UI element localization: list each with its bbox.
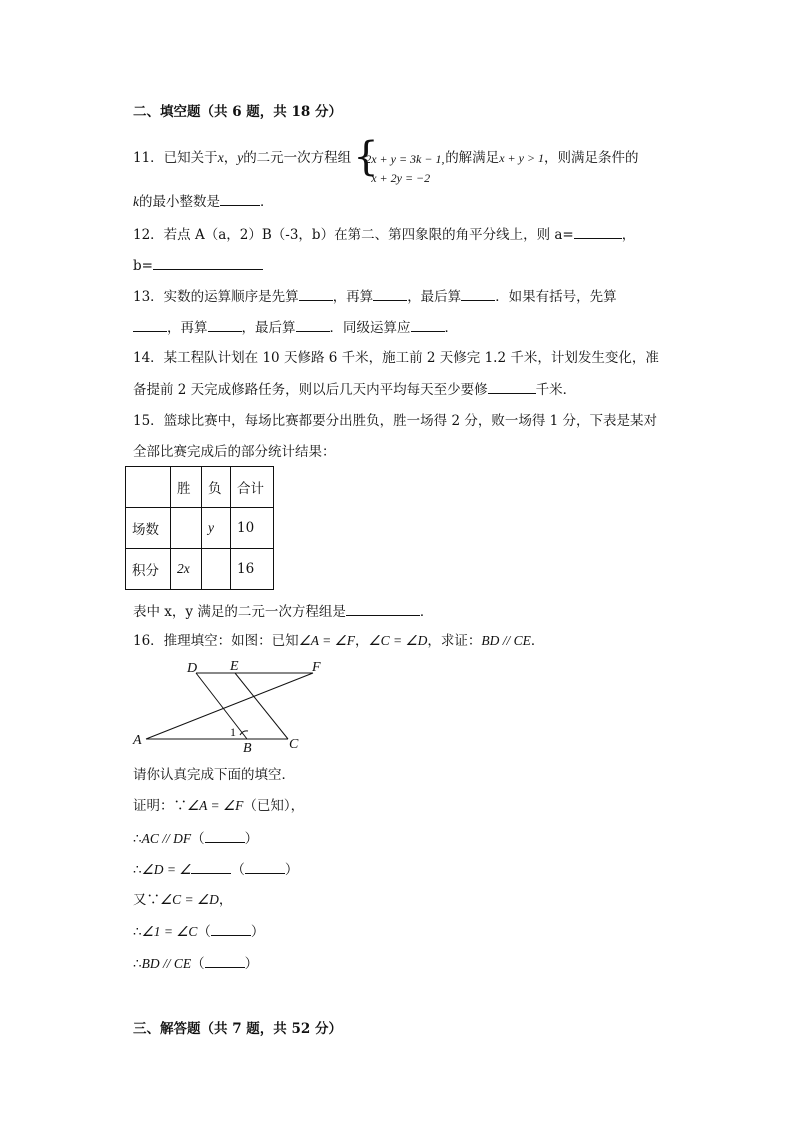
equation-2: x + 2y = −2 bbox=[371, 170, 431, 185]
q11-text-4: ，则满足条件的 bbox=[544, 150, 639, 166]
q11-sep: ， bbox=[223, 150, 238, 166]
q13-text-5: ，再算 bbox=[167, 320, 208, 336]
proof-angle-blank[interactable] bbox=[191, 860, 231, 874]
q11-condition: x + y > 1 bbox=[499, 151, 545, 165]
table-cell: 16 bbox=[231, 549, 274, 590]
proof-text: 又∵ bbox=[133, 892, 160, 908]
proof-text: ∴ bbox=[133, 956, 142, 972]
q11-end: ． bbox=[260, 194, 274, 210]
brace-icon: { bbox=[353, 133, 379, 180]
proof-step-5 bbox=[133, 922, 264, 941]
question-16 bbox=[133, 632, 544, 650]
q13-blank-7[interactable] bbox=[411, 318, 445, 332]
question-14: 14．某工程队计划在 10 天修路 6 千米，施工前 2 天修完 1.2 千米，计划发生变化，准 bbox=[133, 350, 659, 366]
label-angle-1: 1 bbox=[230, 725, 236, 739]
proof-reason-blank[interactable] bbox=[205, 954, 245, 968]
label-f: F bbox=[312, 660, 321, 675]
q12-text-2: ， bbox=[621, 227, 636, 243]
q13-end: ． bbox=[444, 320, 458, 336]
question-12-line-2 bbox=[133, 256, 263, 275]
table-header-cell: 负 bbox=[202, 467, 231, 508]
table-row bbox=[126, 549, 274, 590]
proof-step-1 bbox=[133, 797, 304, 815]
table-cell: 10 bbox=[231, 508, 274, 549]
proof-text: ∴ bbox=[133, 924, 142, 940]
proof-step-3 bbox=[133, 860, 298, 879]
q13-blank-2[interactable] bbox=[373, 287, 407, 301]
table-cell: 2x bbox=[171, 549, 202, 590]
q13-blank-3[interactable] bbox=[461, 287, 495, 301]
equation-1: 2x + y = 3k − 1, bbox=[365, 151, 445, 166]
q13-text-2: ，再算 bbox=[332, 289, 374, 305]
proof-text: ） bbox=[244, 831, 259, 847]
proof-reason-blank[interactable] bbox=[205, 829, 245, 843]
q13-text-6: ，最后算 bbox=[241, 320, 296, 336]
proof-math: AC // DF bbox=[141, 831, 192, 846]
question-13-line-2 bbox=[133, 318, 458, 337]
proof-math: ∠C = ∠D bbox=[160, 892, 219, 907]
proof-text: 证明：∵ bbox=[133, 798, 187, 814]
table-cell[interactable] bbox=[202, 549, 231, 590]
label-c: C bbox=[289, 737, 299, 752]
proof-text: （ bbox=[191, 956, 205, 972]
proof-text: ） bbox=[250, 924, 265, 940]
q11-var-y: y bbox=[237, 150, 244, 165]
proof-text: ） bbox=[284, 862, 299, 878]
q12-blank-b[interactable] bbox=[153, 256, 263, 270]
q11-var-k: k bbox=[133, 194, 139, 209]
proof-math: ∠D = ∠ bbox=[141, 862, 192, 877]
q13-blank-6[interactable] bbox=[296, 318, 330, 332]
q15-blank[interactable] bbox=[346, 602, 420, 616]
q13-blank-4[interactable] bbox=[133, 318, 167, 332]
proof-math: ∠1 = ∠C bbox=[141, 924, 198, 939]
q13-blank-5[interactable] bbox=[208, 318, 242, 332]
q12-text-1: 12．若点 A（a，2）B（-3，b）在第二、第四象限的角平分线上，则 a= bbox=[133, 227, 574, 243]
q16-sep: ， bbox=[355, 633, 369, 649]
proof-step-4 bbox=[133, 891, 232, 909]
proof-text: ∴ bbox=[133, 862, 142, 878]
proof-text: （ bbox=[191, 831, 205, 847]
q14-blank[interactable] bbox=[488, 380, 536, 394]
stats-table bbox=[125, 466, 274, 590]
proof-reason-blank[interactable] bbox=[245, 860, 285, 874]
table-row bbox=[126, 508, 274, 549]
q11-text-1: 11．已知关于 bbox=[133, 150, 218, 166]
question-13 bbox=[133, 287, 617, 306]
proof-text: ） bbox=[244, 956, 259, 972]
q14-text-1: 备提前 2 天完成修路任务，则以后几天内平均每天至少要修 bbox=[133, 382, 488, 398]
q11-var-x: x bbox=[217, 150, 224, 165]
question-14-line-2 bbox=[133, 380, 576, 399]
table-header-cell: 合计 bbox=[231, 467, 274, 508]
question-15: 15．篮球比赛中，每场比赛都要分出胜负，胜一场得 2 分，败一场得 1 分，下表是某对 bbox=[133, 413, 658, 429]
question-11-line-2 bbox=[133, 192, 274, 211]
q16-text-2: ，求证： bbox=[427, 633, 482, 649]
question-11 bbox=[133, 133, 639, 185]
q16-given-2: ∠C = ∠D bbox=[368, 633, 428, 648]
proof-text: ∴ bbox=[133, 831, 142, 847]
proof-step-6 bbox=[133, 954, 258, 973]
label-a: A bbox=[133, 733, 142, 748]
q16-given-1: ∠A = ∠F bbox=[298, 633, 356, 648]
table-cell: 场数 bbox=[126, 508, 171, 549]
q13-text-1: 13．实数的运算顺序是先算 bbox=[133, 289, 299, 305]
q16-end: ． bbox=[530, 633, 545, 649]
q11-answer-blank[interactable] bbox=[220, 192, 260, 206]
label-d: D bbox=[187, 661, 198, 676]
q13-text-7: ．同级运算应 bbox=[329, 320, 411, 336]
question-15-line-2: 全部比赛完成后的部分统计结果： bbox=[133, 444, 336, 460]
q13-blank-1[interactable] bbox=[299, 287, 333, 301]
q16-goal: BD // CE bbox=[481, 633, 531, 648]
q11-text-5: 的最小整数是 bbox=[139, 194, 220, 210]
table-cell: 积分 bbox=[126, 549, 171, 590]
proof-reason-blank[interactable] bbox=[211, 922, 251, 936]
q11-text-2: 的二元一次方程组 bbox=[243, 150, 352, 166]
proof-text: （ bbox=[197, 924, 211, 940]
table-header-cell: 胜 bbox=[171, 467, 202, 508]
q12-text-3: b= bbox=[133, 258, 153, 274]
proof-text: ， bbox=[218, 892, 233, 908]
q14-text-2: 千米． bbox=[535, 382, 577, 398]
q15-text-1: 表中 x，y 满足的二元一次方程组是 bbox=[133, 604, 346, 620]
q12-blank-a[interactable] bbox=[574, 225, 622, 239]
table-header-cell bbox=[126, 467, 171, 508]
label-e: E bbox=[230, 659, 239, 674]
proof-math: BD // CE bbox=[141, 956, 192, 971]
table-cell[interactable] bbox=[171, 508, 202, 549]
line-db bbox=[196, 673, 247, 739]
q13-text-4: ．如果有括号，先算 bbox=[495, 289, 617, 305]
proof-text: （ bbox=[231, 862, 245, 878]
proof-text: （已知）， bbox=[243, 798, 305, 814]
line-ec bbox=[235, 673, 288, 739]
table-header-row bbox=[126, 467, 274, 508]
question-15-line-3 bbox=[133, 602, 433, 621]
q16-text-1: 16．推理填空：如图：已知 bbox=[133, 633, 299, 649]
question-12 bbox=[133, 225, 635, 244]
section-2-title: 二、填空题（共 6 题，共 18 分） bbox=[133, 104, 342, 120]
label-b: B bbox=[243, 741, 252, 755]
equation-system bbox=[353, 133, 445, 185]
q16-instruction: 请你认真完成下面的填空． bbox=[133, 767, 295, 783]
q11-text-3: 的解满足 bbox=[445, 150, 500, 166]
table-cell: y bbox=[202, 508, 231, 549]
section-3-title: 三、解答题（共 7 题，共 52 分） bbox=[133, 1021, 342, 1037]
geometry-figure bbox=[130, 655, 330, 755]
q15-end: ． bbox=[419, 604, 434, 620]
proof-step-2 bbox=[133, 829, 258, 848]
q13-text-3: ，最后算 bbox=[407, 289, 462, 305]
proof-math: ∠A = ∠F bbox=[187, 798, 244, 813]
